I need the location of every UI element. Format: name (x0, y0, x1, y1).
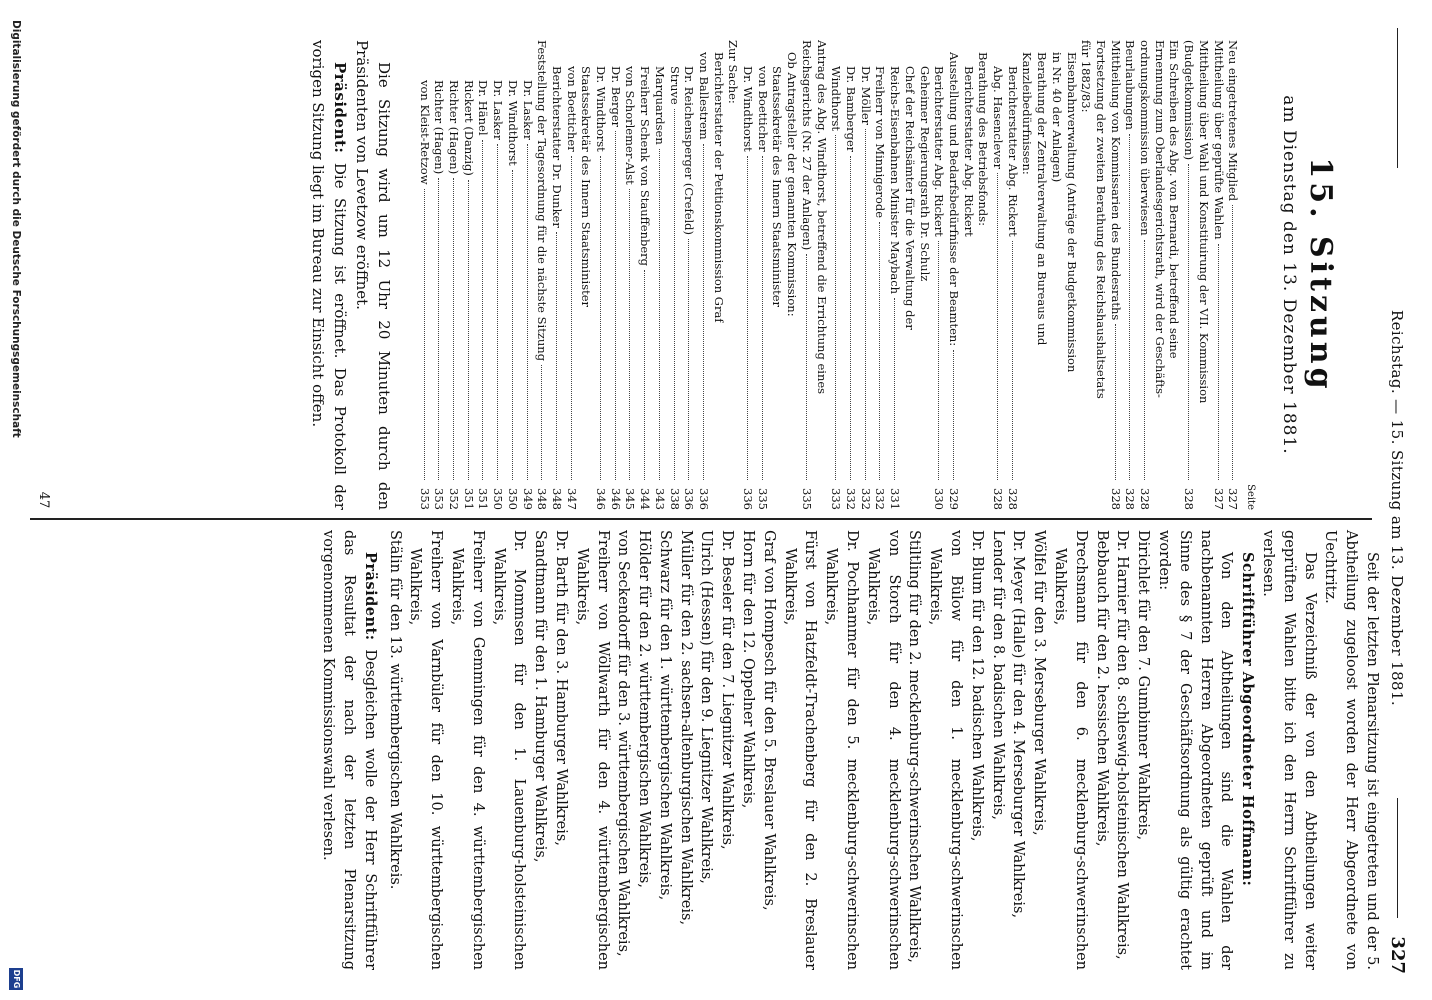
toc-leader-dots (703, 144, 704, 480)
toc-entry-text: Berichterstatter Abg. Rickert (932, 66, 947, 237)
toc-entry-text: Dr. Windthorst (505, 80, 520, 166)
president-speech-2 (317, 530, 379, 970)
election-entry: Freiherr von Gemmingen für den 4. württembergischen Wahlkreis, (448, 530, 486, 970)
toc-entry-text: Ob Antragsteller der genannten Kommission: (785, 52, 800, 317)
toc-entry-page: 335 (799, 488, 814, 510)
header-rule-right (1397, 798, 1398, 918)
speaker-label: Präsident: (330, 62, 349, 154)
election-entry: Bebbauch für den 2. hessischen Wahlkreis, (1093, 530, 1110, 847)
toc-entry (902, 40, 917, 510)
election-entry: von Seckendorff für den 3. württembergischen Wahlkreis, (615, 530, 632, 957)
toc-entry (770, 40, 785, 510)
toc-entry-page: 336 (696, 488, 711, 510)
toc-entry-text: ordnungskommission überwiesen (1138, 40, 1153, 236)
toc-entry-text: Dr. Windthorst (594, 66, 609, 152)
toc-entry (1123, 40, 1138, 510)
toc-entry (1108, 40, 1123, 510)
digitization-text: Digitalisierung gefördert durch die Deutsche Forschungsgemeinschaft (10, 20, 22, 438)
toc-leader-dots (1144, 240, 1145, 480)
toc-entry (417, 40, 432, 510)
toc-list (417, 40, 1240, 510)
toc-entry-text: Mittheilung von Kommissarien des Bundesraths (1108, 40, 1123, 321)
toc-entry-text: Berathung der Zentralverwaltung an Bureaus und (1035, 52, 1050, 346)
toc-entry-page: 353 (417, 488, 432, 510)
toc-leader-dots (762, 156, 763, 480)
toc-leader-dots (938, 241, 939, 480)
toc-entry-text: Fortsetzung der zweiten Berathung des Reichshaushaltsetats (1093, 40, 1108, 399)
toc-leader-dots (953, 350, 954, 480)
election-entry: Dirichlet für den 7. Gumbinner Wahlkreis, (1135, 530, 1152, 841)
toc-entry-text: Dr. Windthorst (741, 66, 756, 152)
toc-entry-page: 336 (741, 488, 756, 510)
toc-entry (1196, 40, 1211, 510)
toc-entry (623, 40, 638, 510)
toc-entry (726, 40, 741, 510)
dfg-logo: DFG (9, 968, 23, 990)
toc-entry (814, 40, 829, 510)
toc-entry (1093, 40, 1108, 510)
toc-entry-text: Ernennung zum Oberlandesgerichtsrath, wird der Geschäfts- (1152, 40, 1167, 398)
president-speech (307, 40, 351, 510)
election-entry: Freiherr von Varnbüler für den 10. württembergischen Wahlkreis, (407, 530, 445, 970)
toc-entry-text: Geheimer Regierungsrath Dr. Schulz (917, 66, 932, 282)
right-column (317, 530, 1382, 970)
toc-entry (1211, 40, 1226, 510)
toc-entry (520, 40, 535, 510)
toc-entry-page: 327 (1226, 488, 1241, 510)
toc-entry-page: 336 (682, 488, 697, 510)
toc-leader-dots (879, 222, 880, 480)
toc-entry-page: 328 (1138, 488, 1153, 510)
toc-entry-text: in Nr. 40 der Anlagen) (1049, 52, 1064, 183)
toc-entry-text: Struve (667, 66, 682, 105)
toc-leader-dots (453, 178, 454, 480)
election-entry: Hölder für den 2. württembergischen Wahlkreis, (636, 530, 653, 888)
toc-entry (843, 40, 858, 510)
toc-entry-page: 353 (432, 488, 447, 510)
toc-entry-text: Staatssekretär des Innern Staatsminister (579, 66, 594, 308)
speaker-secretary (1236, 530, 1257, 970)
election-entry: Horn für den 12. Oppelner Wahlkreis, (740, 530, 757, 809)
toc-leader-dots (850, 156, 851, 480)
toc-entry (887, 40, 902, 510)
toc-entry-text: Staatssekretär des Innern Staatsminister (770, 66, 785, 308)
toc-leader-dots (865, 129, 866, 480)
election-entry: von Bülow für den 1. mecklenburg-schwerinschen Wahlkreis, (927, 530, 965, 970)
speech-text-2: Das Protokoll der vorigen Sitzung liegt im Bureau zur Einsicht offen. (308, 40, 349, 510)
toc-entry-text: Kanzleibedürfnissen: (1020, 52, 1035, 175)
election-entry: Lender für den 8. badischen Wahlkreis, (989, 530, 1006, 820)
speech-text: Desgleichen wolle der Herr Schriftführer das Resultat der nach der letzten Plenarsitzung vorgenommenen Kommissionswahl verlesen. (320, 530, 378, 971)
election-entry: Dr. Blum für den 12. badischen Wahlkreis, (968, 530, 985, 842)
toc-entry-text: (Budgetkommission) (1182, 40, 1197, 161)
toc-entry-text: von Ballestrem (696, 52, 711, 140)
opening-text (307, 40, 395, 510)
toc-leader-dots (468, 180, 469, 480)
toc-leader-dots (688, 239, 689, 480)
toc-entry (990, 40, 1005, 510)
toc-entry-page: 331 (888, 488, 903, 510)
toc-entry-text: von Boetticher (755, 66, 770, 152)
toc-entry (446, 40, 461, 510)
toc-entry (564, 40, 579, 510)
toc-entry-text: Dr. Möller (858, 66, 873, 126)
toc-leader-dots (1232, 205, 1233, 480)
page-header (1382, 28, 1412, 988)
speaker-label: Schriftführer Abgeordneter Hoffmann: (1239, 552, 1257, 887)
election-entry: Wölfel für den 3. Merseburger Wahlkreis, (1031, 530, 1048, 836)
toc-leader-dots (1188, 164, 1189, 480)
toc-entry (637, 40, 652, 510)
digitization-note (8, 20, 22, 989)
toc-entry-page: 333 (829, 488, 844, 510)
toc-entry-text: Berichterstatter der Petitionskommission Graf (711, 52, 726, 323)
column-divider (30, 518, 1372, 520)
election-entry: Müller für den 2. sachsen-altenburgischen Wahlkreis, (677, 530, 694, 926)
toc-leader-dots (894, 298, 895, 480)
election-entry: Freiherr von Wöllwarth für den 4. württembergischen Wahlkreis, (573, 530, 611, 970)
toc-entry-text: Eisenbahnverwaltung (Anträge der Budgetkommission (1064, 52, 1079, 373)
election-entry: Dr. Beseler für den 7. Liegnitzer Wahlkreis, (719, 530, 736, 850)
left-column (307, 40, 1378, 510)
session-title: 15. Sitzung (1303, 157, 1338, 393)
toc-entry (608, 40, 623, 510)
toc-entry (1020, 40, 1035, 510)
toc-leader-dots (1218, 244, 1219, 480)
toc-entry (1152, 40, 1167, 510)
election-entry: Sandtmann für den 1. Hamburger Wahlkreis, (532, 530, 549, 863)
toc-entry (682, 40, 697, 510)
toc-entry (1034, 40, 1049, 510)
toc-entry-page: 344 (638, 488, 653, 510)
toc-entry (785, 40, 800, 510)
toc-entry-page: 332 (844, 488, 859, 510)
toc-entry-text: Reichsgerichts (Nr. 27 der Anlagen) (799, 40, 814, 251)
toc-entry-page: 348 (549, 488, 564, 510)
toc-header: Seite (1245, 484, 1256, 510)
toc-leader-dots (497, 144, 498, 480)
toc-entry-text: Dr. Lasker (520, 80, 535, 141)
toc-entry-text: von Kleist-Retzow (417, 80, 432, 185)
toc-entry (476, 40, 491, 510)
toc-entry (711, 40, 726, 510)
toc-entry (917, 40, 932, 510)
toc-entry-page: 328 (1005, 488, 1020, 510)
toc-entry (696, 40, 711, 510)
toc-entry-page: 329 (946, 488, 961, 510)
toc-entry-page: 328 (1108, 488, 1123, 510)
toc-entry-page: 335 (755, 488, 770, 510)
toc-entry (461, 40, 476, 510)
toc-entry-page: 328 (1123, 488, 1138, 510)
toc-entry-text: Dr. Bamberger (844, 66, 859, 153)
election-entry: Stälin für den 13. württembergischen Wahlkreis. (386, 530, 403, 890)
toc-entry-text: Abg. Hasenclever (991, 66, 1006, 170)
toc-leader-dots (482, 140, 483, 480)
toc-entry (961, 40, 976, 510)
election-entry: Drechsmann für den 6. mecklenburg-schwerinschen Wahlkreis, (1052, 530, 1089, 970)
toc-entry-text: Marquardsen (652, 66, 667, 145)
toc-entry-page: 350 (491, 488, 506, 510)
sheet-number: 47 (36, 491, 51, 509)
toc-entry (1049, 40, 1064, 510)
session-date: am Dienstag den 13. Dezember 1881. (1279, 95, 1299, 455)
opening-paragraph: Die Sitzung wird um 12 Uhr 20 Minuten durch den Präsidenten von Levetzow eröffnet. (352, 40, 393, 510)
toc-entry (799, 40, 814, 510)
toc-leader-dots (644, 270, 645, 480)
toc-entry-page: 338 (667, 488, 682, 510)
speaker-label: Präsident: (361, 552, 379, 641)
election-entry: Fürst von Hatzfeldt-Trachenberg für den 2. Breslauer Wahlkreis, (781, 530, 819, 970)
toc-entry-page: 328 (991, 488, 1006, 510)
toc-leader-dots (541, 365, 542, 480)
toc-entry-page: 343 (652, 488, 667, 510)
toc-entry-page: 330 (932, 488, 947, 510)
running-title: Reichstag. — 15. Sitzung am 13. Dezember 1881. (1388, 309, 1406, 707)
toc-entry-text: von Schorlemer-Alst (623, 66, 638, 185)
table-of-contents (417, 40, 1257, 510)
toc-entry-page: 351 (461, 488, 476, 510)
toc-entry-text: Dr. Berger (608, 66, 623, 128)
toc-entry (1079, 40, 1094, 510)
toc-entry-text: Neu eingetretenes Mitglied (1226, 40, 1241, 202)
toc-entry-text: von Boetticher (564, 66, 579, 152)
paragraph-elections-intro: Von den Abtheilungen sind die Wahlen der nachbenannten Herren Abgeordneten geprüft und im Sinne des § 7 der Geschäftsordnung als gültig erachtet worden: (1156, 530, 1235, 970)
paragraph-new-member: Seit der letzten Plenarsitzung ist eingetreten und der 5. Abtheilung zugeloost worden der Herr Abgeordnete von Uechtritz. (1322, 530, 1380, 970)
toc-leader-dots (674, 109, 675, 480)
toc-entry (1226, 40, 1241, 510)
toc-entry (873, 40, 888, 510)
toc-entry-text: Reichs-Eisenbahnen Minister Maybach (888, 66, 903, 295)
toc-entry (593, 40, 608, 510)
toc-entry (829, 40, 844, 510)
toc-entry (579, 40, 594, 510)
toc-entry-text: Rickert (Danzig) (461, 80, 476, 176)
toc-entry (505, 40, 520, 510)
toc-entry (535, 40, 550, 510)
toc-leader-dots (1115, 324, 1116, 480)
election-entry: Graf von Hompesch für den 5. Breslauer Wahlkreis, (760, 530, 777, 911)
toc-entry-page: 332 (858, 488, 873, 510)
toc-entry (1137, 40, 1152, 510)
toc-entry-text: für 1882/83: (1079, 40, 1094, 113)
toc-entry-text: Richter (Hagen) (447, 80, 462, 175)
toc-entry (946, 40, 961, 510)
election-entry: Stiltling für den 2. mecklenburg-schwerinschen Wahlkreis, (906, 530, 923, 963)
toc-entry-text: Chef der Reichsämter für die Verwaltung der (902, 66, 917, 330)
toc-entry-text: Dr. Reichensperger (Crefeld) (682, 66, 697, 236)
toc-entry (755, 40, 770, 510)
toc-leader-dots (512, 170, 513, 480)
toc-entry-text: Berichterstatter Dr. Dunker (549, 66, 564, 228)
toc-entry-page: 352 (447, 488, 462, 510)
toc-entry-page: 345 (623, 488, 638, 510)
toc-entry (932, 40, 947, 510)
toc-entry-text: Ein Schreiben des Abg. von Bernardi, betreffend seine (1167, 40, 1182, 359)
toc-entry-page: 347 (564, 488, 579, 510)
toc-entry-page: 332 (873, 488, 888, 510)
toc-entry-page: 351 (476, 488, 491, 510)
toc-entry (652, 40, 667, 510)
toc-entry-text: Mittheilung über geprüfte Wahlen (1211, 40, 1226, 240)
toc-entry-text: Freiherr von Minnigerode (873, 66, 888, 219)
toc-leader-dots (571, 156, 572, 480)
toc-entry-page: 328 (1182, 488, 1197, 510)
speech-text: Die Sitzung ist eröffnet. (330, 162, 349, 359)
election-entry: Dr. Meyer (Halle) für den 4. Merseburger Wahlkreis, (1010, 530, 1027, 919)
toc-entry-text: Antrag des Abg. Windthorst, betreffend die Errichtung eines (814, 40, 829, 395)
page-number: 327 (1387, 936, 1408, 974)
toc-entry (490, 40, 505, 510)
toc-entry (1181, 40, 1196, 510)
election-entry: Dr. Pochhammer für den 5. mecklenburg-schwerinschen Wahlkreis, (823, 530, 861, 970)
toc-leader-dots (424, 189, 425, 480)
toc-leader-dots (600, 156, 601, 480)
toc-leader-dots (659, 149, 660, 480)
toc-leader-dots (629, 189, 630, 480)
toc-leader-dots (615, 131, 616, 480)
toc-entry (740, 40, 755, 510)
toc-entry-text: Windthorst (829, 66, 844, 132)
toc-entry (1064, 40, 1079, 510)
toc-entry-text: Berichterstatter Abg. Rickert (1005, 66, 1020, 237)
toc-entry-page: 348 (535, 488, 550, 510)
toc-entry (1005, 40, 1020, 510)
toc-leader-dots (747, 156, 748, 480)
toc-entry-text: Beurlaubungen (1123, 40, 1138, 130)
toc-entry (549, 40, 564, 510)
toc-entry-page: 346 (594, 488, 609, 510)
toc-entry-page: 327 (1211, 488, 1226, 510)
election-entry: Ulrich (Hessen) für den 9. Liegnitzer Wahlkreis, (698, 530, 715, 884)
toc-leader-dots (438, 178, 439, 480)
toc-entry (1167, 40, 1182, 510)
toc-entry-page: 349 (520, 488, 535, 510)
toc-entry-text: Richter (Hagen) (432, 80, 447, 175)
paragraph-request: Das Verzeichniß der von den Abtheilungen weiter geprüften Wahlen bitte ich den Herrn Schriftführer zu verlesen. (1260, 530, 1318, 970)
election-entry: von Storch für den 4. mecklenburg-schwerinschen Wahlkreis, (864, 530, 902, 970)
toc-leader-dots (556, 232, 557, 480)
toc-leader-dots (997, 173, 998, 480)
toc-leader-dots (1012, 241, 1013, 480)
election-entry: Dr. Harnier für den 8. schleswig-holsteinischen Wahlkreis, (1114, 530, 1131, 960)
toc-entry-page: 346 (608, 488, 623, 510)
toc-entry-text: Berathung des Betriebsfonds: (976, 52, 991, 227)
toc-entry-text: Dr. Lasker (491, 80, 506, 141)
toc-leader-dots (806, 254, 807, 480)
toc-entry (432, 40, 447, 510)
toc-entry-text: Berichterstatter Abg. Rickert (961, 66, 976, 237)
toc-entry-text: Feststellung der Tagesordnung für die nächste Sitzung (535, 40, 550, 362)
toc-entry (976, 40, 991, 510)
toc-entry (858, 40, 873, 510)
toc-entry-text: Zur Sache: (726, 40, 741, 104)
toc-entry-text: Freiherr Schenk von Stauffenberg (638, 66, 653, 267)
toc-entry-text: Mittheilung über Wahl und Konstituirung der VII. Kommission (1196, 40, 1211, 404)
election-entry: Schwarz für den 1. württembergischen Wahlkreis, (656, 530, 673, 901)
toc-entry-page: 350 (505, 488, 520, 510)
toc-leader-dots (835, 135, 836, 480)
election-list (384, 530, 1153, 970)
toc-entry-text: Dr. Hänel (476, 80, 491, 136)
toc-entry (667, 40, 682, 510)
election-entry: Dr. Mommsen für den 1. Lauenburg-holsteinischen Wahlkreis, (490, 530, 528, 970)
election-entry: Dr. Barth für den 3. Hamburger Wahlkreis, (552, 530, 569, 846)
toc-leader-dots (527, 144, 528, 480)
toc-entry-text: Ausstellung und Bedarfsbedürfnisse der Beamten: (946, 52, 961, 347)
toc-leader-dots (1129, 134, 1130, 480)
